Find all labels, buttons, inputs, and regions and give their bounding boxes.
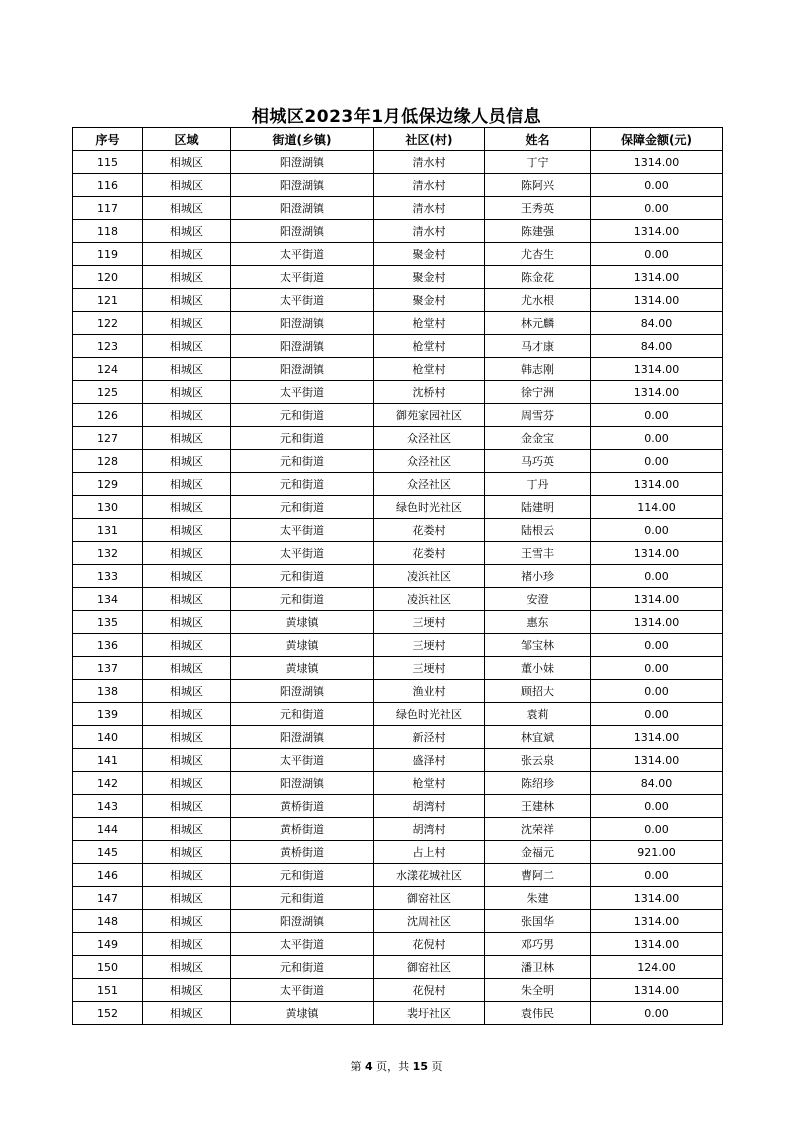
cell-region: 相城区: [143, 749, 231, 772]
table-row: [73, 496, 723, 519]
cell-index: 143: [73, 795, 143, 818]
table-row: [73, 749, 723, 772]
cell-name: 尤杏生: [485, 243, 591, 266]
cell-community: 众泾社区: [374, 473, 485, 496]
cell-amount: 0.00: [591, 864, 723, 887]
data-table: [72, 127, 723, 1025]
cell-community: 聚金村: [374, 289, 485, 312]
cell-name: 邓巧男: [485, 933, 591, 956]
table-row: [73, 473, 723, 496]
cell-index: 124: [73, 358, 143, 381]
cell-region: 相城区: [143, 312, 231, 335]
cell-region: 相城区: [143, 726, 231, 749]
cell-amount: 1314.00: [591, 910, 723, 933]
cell-index: 148: [73, 910, 143, 933]
header-index: 序号: [73, 128, 143, 151]
cell-community: 新泾村: [374, 726, 485, 749]
cell-amount: 0.00: [591, 519, 723, 542]
cell-amount: 84.00: [591, 772, 723, 795]
footer-prefix: 第: [350, 1060, 362, 1073]
cell-index: 127: [73, 427, 143, 450]
cell-community: 聚金村: [374, 266, 485, 289]
cell-community: 聚金村: [374, 243, 485, 266]
cell-street: 元和街道: [231, 864, 374, 887]
cell-region: 相城区: [143, 864, 231, 887]
cell-community: 清水村: [374, 220, 485, 243]
cell-street: 元和街道: [231, 588, 374, 611]
cell-index: 119: [73, 243, 143, 266]
cell-amount: 1314.00: [591, 749, 723, 772]
cell-region: 相城区: [143, 266, 231, 289]
cell-index: 126: [73, 404, 143, 427]
cell-region: 相城区: [143, 795, 231, 818]
cell-index: 138: [73, 680, 143, 703]
cell-street: 元和街道: [231, 450, 374, 473]
cell-street: 阳澄湖镇: [231, 680, 374, 703]
cell-street: 阳澄湖镇: [231, 220, 374, 243]
table-row: [73, 220, 723, 243]
cell-community: 裴圩社区: [374, 1002, 485, 1025]
cell-name: 董小妹: [485, 657, 591, 680]
cell-name: 安澄: [485, 588, 591, 611]
cell-region: 相城区: [143, 358, 231, 381]
cell-name: 张云泉: [485, 749, 591, 772]
cell-region: 相城区: [143, 1002, 231, 1025]
cell-name: 周雪芬: [485, 404, 591, 427]
cell-index: 146: [73, 864, 143, 887]
table-row: [73, 956, 723, 979]
cell-name: 马巧英: [485, 450, 591, 473]
table-row: [73, 611, 723, 634]
cell-region: 相城区: [143, 542, 231, 565]
cell-region: 相城区: [143, 151, 231, 174]
table-row: [73, 657, 723, 680]
cell-index: 150: [73, 956, 143, 979]
cell-amount: 1314.00: [591, 266, 723, 289]
cell-community: 沈周社区: [374, 910, 485, 933]
cell-name: 陈阿兴: [485, 174, 591, 197]
cell-street: 元和街道: [231, 427, 374, 450]
table-row: [73, 519, 723, 542]
cell-amount: 1314.00: [591, 381, 723, 404]
cell-index: 151: [73, 979, 143, 1002]
cell-community: 清水村: [374, 174, 485, 197]
cell-amount: 84.00: [591, 335, 723, 358]
cell-community: 枪堂村: [374, 772, 485, 795]
table-row: [73, 450, 723, 473]
cell-region: 相城区: [143, 243, 231, 266]
cell-amount: 1314.00: [591, 473, 723, 496]
cell-name: 陈金花: [485, 266, 591, 289]
cell-region: 相城区: [143, 519, 231, 542]
cell-index: 118: [73, 220, 143, 243]
table-header-row: [73, 128, 723, 151]
cell-community: 花倪村: [374, 979, 485, 1002]
table-row: [73, 588, 723, 611]
header-community: 社区(村): [374, 128, 485, 151]
cell-community: 胡湾村: [374, 795, 485, 818]
cell-region: 相城区: [143, 979, 231, 1002]
cell-name: 陈建强: [485, 220, 591, 243]
cell-street: 太平街道: [231, 749, 374, 772]
cell-region: 相城区: [143, 427, 231, 450]
cell-index: 133: [73, 565, 143, 588]
cell-index: 134: [73, 588, 143, 611]
cell-name: 尤水根: [485, 289, 591, 312]
cell-region: 相城区: [143, 933, 231, 956]
table-row: [73, 726, 723, 749]
cell-amount: 0.00: [591, 703, 723, 726]
cell-street: 阳澄湖镇: [231, 772, 374, 795]
table-row: [73, 887, 723, 910]
table-row: [73, 151, 723, 174]
cell-community: 渔业村: [374, 680, 485, 703]
cell-street: 阳澄湖镇: [231, 197, 374, 220]
cell-index: 123: [73, 335, 143, 358]
cell-community: 三埂村: [374, 634, 485, 657]
cell-street: 元和街道: [231, 565, 374, 588]
cell-name: 金福元: [485, 841, 591, 864]
cell-name: 袁莉: [485, 703, 591, 726]
cell-index: 116: [73, 174, 143, 197]
cell-region: 相城区: [143, 197, 231, 220]
table-row: [73, 404, 723, 427]
footer-total-pages: 15: [412, 1060, 428, 1073]
cell-amount: 0.00: [591, 197, 723, 220]
cell-name: 陆建明: [485, 496, 591, 519]
table-row: [73, 703, 723, 726]
cell-region: 相城区: [143, 565, 231, 588]
cell-name: 顾招大: [485, 680, 591, 703]
cell-community: 盛泽村: [374, 749, 485, 772]
cell-street: 阳澄湖镇: [231, 335, 374, 358]
cell-amount: 1314.00: [591, 588, 723, 611]
cell-region: 相城区: [143, 956, 231, 979]
cell-amount: 1314.00: [591, 887, 723, 910]
cell-community: 枪堂村: [374, 335, 485, 358]
cell-street: 黄埭镇: [231, 1002, 374, 1025]
cell-region: 相城区: [143, 887, 231, 910]
cell-community: 花娄村: [374, 542, 485, 565]
cell-index: 129: [73, 473, 143, 496]
cell-amount: 1314.00: [591, 726, 723, 749]
cell-region: 相城区: [143, 703, 231, 726]
cell-index: 145: [73, 841, 143, 864]
cell-name: 朱建: [485, 887, 591, 910]
cell-region: 相城区: [143, 289, 231, 312]
page-footer: [0, 1058, 793, 1074]
cell-amount: 0.00: [591, 450, 723, 473]
table-row: [73, 427, 723, 450]
cell-index: 115: [73, 151, 143, 174]
table-row: [73, 197, 723, 220]
cell-index: 128: [73, 450, 143, 473]
table-row: [73, 565, 723, 588]
cell-region: 相城区: [143, 220, 231, 243]
cell-name: 潘卫林: [485, 956, 591, 979]
cell-region: 相城区: [143, 634, 231, 657]
cell-name: 丁丹: [485, 473, 591, 496]
cell-index: 135: [73, 611, 143, 634]
header-street: 街道(乡镇): [231, 128, 374, 151]
cell-amount: 0.00: [591, 404, 723, 427]
table-row: [73, 266, 723, 289]
cell-name: 王秀英: [485, 197, 591, 220]
cell-amount: 1314.00: [591, 358, 723, 381]
cell-street: 太平街道: [231, 542, 374, 565]
cell-region: 相城区: [143, 404, 231, 427]
cell-amount: 114.00: [591, 496, 723, 519]
cell-street: 阳澄湖镇: [231, 726, 374, 749]
cell-region: 相城区: [143, 450, 231, 473]
cell-community: 御苑家园社区: [374, 404, 485, 427]
cell-community: 枪堂村: [374, 312, 485, 335]
table-row: [73, 933, 723, 956]
table-row: [73, 1002, 723, 1025]
table-row: [73, 979, 723, 1002]
cell-region: 相城区: [143, 910, 231, 933]
header-name: 姓名: [485, 128, 591, 151]
table-row: [73, 289, 723, 312]
cell-community: 三埂村: [374, 657, 485, 680]
cell-index: 125: [73, 381, 143, 404]
cell-street: 太平街道: [231, 289, 374, 312]
cell-community: 御窑社区: [374, 887, 485, 910]
cell-amount: 1314.00: [591, 151, 723, 174]
cell-amount: 0.00: [591, 818, 723, 841]
cell-amount: 0.00: [591, 1002, 723, 1025]
cell-name: 徐宁洲: [485, 381, 591, 404]
table-row: [73, 243, 723, 266]
cell-name: 朱全明: [485, 979, 591, 1002]
cell-region: 相城区: [143, 174, 231, 197]
cell-name: 金金宝: [485, 427, 591, 450]
cell-region: 相城区: [143, 335, 231, 358]
cell-amount: 1314.00: [591, 979, 723, 1002]
cell-name: 陈绍珍: [485, 772, 591, 795]
footer-suffix: 页: [431, 1060, 443, 1073]
cell-amount: 0.00: [591, 565, 723, 588]
cell-index: 132: [73, 542, 143, 565]
cell-index: 140: [73, 726, 143, 749]
cell-name: 韩志刚: [485, 358, 591, 381]
cell-street: 阳澄湖镇: [231, 910, 374, 933]
footer-middle: 页，共: [376, 1060, 410, 1073]
cell-street: 元和街道: [231, 404, 374, 427]
cell-name: 马才康: [485, 335, 591, 358]
cell-community: 凌浜社区: [374, 588, 485, 611]
table-row: [73, 335, 723, 358]
cell-index: 136: [73, 634, 143, 657]
cell-street: 元和街道: [231, 887, 374, 910]
cell-index: 120: [73, 266, 143, 289]
table-row: [73, 312, 723, 335]
cell-community: 枪堂村: [374, 358, 485, 381]
cell-amount: 0.00: [591, 657, 723, 680]
cell-name: 袁伟民: [485, 1002, 591, 1025]
cell-index: 142: [73, 772, 143, 795]
cell-community: 水漾花城社区: [374, 864, 485, 887]
table-row: [73, 542, 723, 565]
table-row: [73, 634, 723, 657]
table-row: [73, 174, 723, 197]
cell-name: 陆根云: [485, 519, 591, 542]
cell-amount: 1314.00: [591, 933, 723, 956]
cell-index: 147: [73, 887, 143, 910]
cell-street: 阳澄湖镇: [231, 312, 374, 335]
cell-region: 相城区: [143, 381, 231, 404]
cell-community: 三埂村: [374, 611, 485, 634]
cell-region: 相城区: [143, 496, 231, 519]
cell-community: 清水村: [374, 151, 485, 174]
cell-amount: 124.00: [591, 956, 723, 979]
cell-street: 黄桥街道: [231, 841, 374, 864]
cell-street: 太平街道: [231, 381, 374, 404]
cell-name: 林宜斌: [485, 726, 591, 749]
cell-name: 惠东: [485, 611, 591, 634]
cell-amount: 0.00: [591, 427, 723, 450]
cell-street: 元和街道: [231, 496, 374, 519]
cell-street: 太平街道: [231, 243, 374, 266]
table-row: [73, 910, 723, 933]
cell-community: 绿色时光社区: [374, 496, 485, 519]
cell-amount: 0.00: [591, 243, 723, 266]
cell-amount: 1314.00: [591, 220, 723, 243]
cell-amount: 1314.00: [591, 542, 723, 565]
page-title: 相城区2023年1月低保边缘人员信息: [251, 107, 542, 127]
cell-street: 黄桥街道: [231, 795, 374, 818]
cell-street: 黄埭镇: [231, 657, 374, 680]
table-row: [73, 841, 723, 864]
cell-community: 清水村: [374, 197, 485, 220]
cell-community: 花娄村: [374, 519, 485, 542]
cell-amount: 0.00: [591, 634, 723, 657]
cell-street: 黄埭镇: [231, 611, 374, 634]
cell-street: 太平街道: [231, 266, 374, 289]
header-region: 区域: [143, 128, 231, 151]
footer-page-number: 4: [365, 1060, 373, 1073]
table-row: [73, 680, 723, 703]
table-row: [73, 358, 723, 381]
cell-community: 花倪村: [374, 933, 485, 956]
cell-community: 凌浜社区: [374, 565, 485, 588]
cell-name: 王雪丰: [485, 542, 591, 565]
cell-amount: 0.00: [591, 795, 723, 818]
cell-index: 137: [73, 657, 143, 680]
cell-region: 相城区: [143, 772, 231, 795]
cell-street: 黄桥街道: [231, 818, 374, 841]
cell-amount: 1314.00: [591, 289, 723, 312]
table-row: [73, 772, 723, 795]
cell-street: 元和街道: [231, 956, 374, 979]
cell-community: 绿色时光社区: [374, 703, 485, 726]
cell-index: 149: [73, 933, 143, 956]
cell-community: 胡湾村: [374, 818, 485, 841]
table-row: [73, 381, 723, 404]
cell-region: 相城区: [143, 680, 231, 703]
cell-index: 139: [73, 703, 143, 726]
cell-community: 御窑社区: [374, 956, 485, 979]
cell-street: 黄埭镇: [231, 634, 374, 657]
cell-street: 阳澄湖镇: [231, 358, 374, 381]
cell-name: 林元麟: [485, 312, 591, 335]
cell-name: 丁宁: [485, 151, 591, 174]
cell-community: 众泾社区: [374, 427, 485, 450]
table-row: [73, 795, 723, 818]
cell-street: 元和街道: [231, 703, 374, 726]
cell-index: 141: [73, 749, 143, 772]
cell-street: 阳澄湖镇: [231, 151, 374, 174]
cell-region: 相城区: [143, 841, 231, 864]
cell-name: 褚小珍: [485, 565, 591, 588]
table-body: [73, 151, 723, 1025]
table-row: [73, 864, 723, 887]
cell-community: 占上村: [374, 841, 485, 864]
cell-index: 130: [73, 496, 143, 519]
cell-amount: 921.00: [591, 841, 723, 864]
cell-street: 太平街道: [231, 933, 374, 956]
cell-amount: 0.00: [591, 680, 723, 703]
cell-index: 131: [73, 519, 143, 542]
cell-street: 元和街道: [231, 473, 374, 496]
cell-amount: 0.00: [591, 174, 723, 197]
cell-street: 阳澄湖镇: [231, 174, 374, 197]
cell-community: 众泾社区: [374, 450, 485, 473]
cell-index: 117: [73, 197, 143, 220]
cell-region: 相城区: [143, 588, 231, 611]
cell-community: 沈桥村: [374, 381, 485, 404]
cell-name: 曹阿二: [485, 864, 591, 887]
cell-name: 王建林: [485, 795, 591, 818]
header-amount: 保障金额(元): [591, 128, 723, 151]
cell-street: 太平街道: [231, 519, 374, 542]
cell-region: 相城区: [143, 657, 231, 680]
cell-region: 相城区: [143, 818, 231, 841]
cell-region: 相城区: [143, 611, 231, 634]
cell-amount: 1314.00: [591, 611, 723, 634]
cell-index: 152: [73, 1002, 143, 1025]
cell-name: 沈荣祥: [485, 818, 591, 841]
cell-street: 太平街道: [231, 979, 374, 1002]
cell-region: 相城区: [143, 473, 231, 496]
cell-name: 邹宝林: [485, 634, 591, 657]
cell-index: 122: [73, 312, 143, 335]
table-row: [73, 818, 723, 841]
cell-index: 144: [73, 818, 143, 841]
cell-amount: 84.00: [591, 312, 723, 335]
cell-index: 121: [73, 289, 143, 312]
cell-name: 张国华: [485, 910, 591, 933]
